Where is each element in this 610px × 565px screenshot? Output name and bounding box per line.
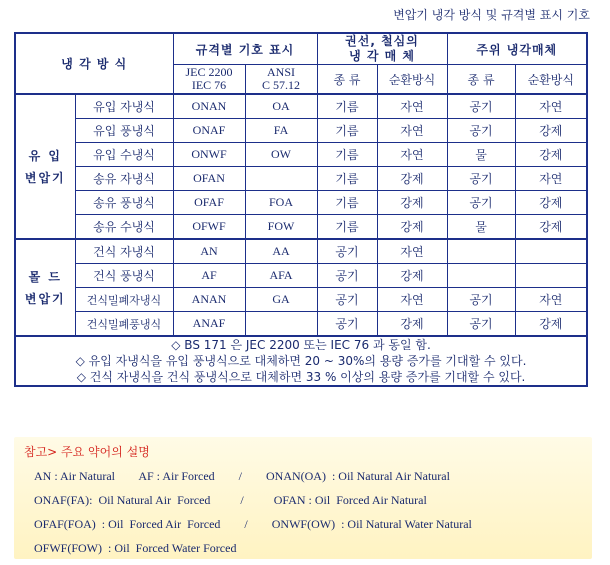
note-line: ◇ BS 171 은 JEC 2200 또는 IEC 76 과 동일 함. [171,338,431,352]
header-winding-circulation: 순환방식 [377,65,447,95]
header-standard-symbols: 규격별 기호 표시 [173,33,317,65]
row-method: 송유 자냉식 [75,167,173,191]
row-method: 유입 자냉식 [75,94,173,119]
row-method: 건식 풍냉식 [75,264,173,288]
group-molded: 몰 드 변압기 [15,239,75,336]
row-winding-circ: 자연 [377,94,447,119]
row-ambient-circ: 자연 [515,94,587,119]
row-ambient-circ: 강제 [515,191,587,215]
row-winding-type: 기름 [317,191,377,215]
row-winding-circ: 자연 [377,288,447,312]
reference-line: OFAF(FOA) : Oil Forced Air Forced / ONWF(OW) : Oil Natural Water Natural [34,517,472,531]
row-ansi: OW [245,143,317,167]
group-oil-immersed: 유 입 변압기 [15,94,75,239]
row-winding-type: 기름 [317,167,377,191]
row-winding-circ: 강제 [377,191,447,215]
row-jec: ONWF [173,143,245,167]
note-line: ◇ 유입 자냉식을 유입 풍냉식으로 대체하면 20 ~ 30%의 용량 증가를 기대할 수 있다. [75,354,527,368]
row-winding-circ: 자연 [377,143,447,167]
row-ambient-circ: 강제 [515,215,587,240]
note-line: ◇ 건식 자냉식을 건식 풍냉식으로 대체하면 33 % 이상의 용량 증가를 기대할 수 있다. [76,370,526,384]
row-jec: OFAN [173,167,245,191]
row-method: 송유 수냉식 [75,215,173,240]
row-method: 유입 풍냉식 [75,119,173,143]
row-winding-type: 공기 [317,239,377,264]
header-winding-medium: 권선, 철심의 냉 각 매 체 [317,33,447,65]
row-method: 건식밀폐풍냉식 [75,312,173,337]
row-jec: ONAN [173,94,245,119]
row-ambient-type: 공기 [447,167,515,191]
row-ansi: OA [245,94,317,119]
row-ansi: AFA [245,264,317,288]
row-ambient-type: 공기 [447,191,515,215]
reference-line: ONAF(FA): Oil Natural Air Forced / OFAN : Oil Forced Air Natural [34,493,427,507]
row-ansi: GA [245,288,317,312]
reference-title: 참고> 주요 약어의 설명 [24,445,150,459]
row-method: 유입 수냉식 [75,143,173,167]
reference-line: AN : Air Natural AF : Air Forced / ONAN(OA) : Oil Natural Air Natural [34,469,450,483]
row-ansi [245,167,317,191]
row-winding-circ: 강제 [377,312,447,337]
row-jec: OFAF [173,191,245,215]
row-ansi: FA [245,119,317,143]
abbreviation-reference-box [14,437,592,559]
row-jec: ANAF [173,312,245,337]
row-winding-circ: 강제 [377,167,447,191]
row-jec: AF [173,264,245,288]
row-winding-circ: 강제 [377,215,447,240]
cooling-method-table [14,32,588,387]
row-winding-type: 공기 [317,312,377,337]
row-ansi: AA [245,239,317,264]
row-winding-type: 기름 [317,94,377,119]
row-winding-type: 공기 [317,288,377,312]
row-winding-type: 기름 [317,143,377,167]
row-ambient-type: 물 [447,215,515,240]
row-ambient-circ: 강제 [515,143,587,167]
row-winding-type: 공기 [317,264,377,288]
row-winding-circ: 자연 [377,119,447,143]
row-ambient-type [447,264,515,288]
reference-line: OFWF(FOW) : Oil Forced Water Forced [34,541,237,555]
header-winding-type: 종 류 [317,65,377,95]
row-jec: AN [173,239,245,264]
row-ansi: FOA [245,191,317,215]
row-jec: ANAN [173,288,245,312]
row-winding-circ: 강제 [377,264,447,288]
row-jec: OFWF [173,215,245,240]
header-cooling-method: 냉 각 방 식 [15,33,173,94]
header-ambient-type: 종 류 [447,65,515,95]
row-ambient-type: 공기 [447,119,515,143]
row-method: 건식밀폐자냉식 [75,288,173,312]
row-ambient-type: 공기 [447,94,515,119]
row-method: 건식 자냉식 [75,239,173,264]
row-ambient-type: 공기 [447,312,515,337]
row-ambient-circ [515,239,587,264]
row-ambient-circ: 자연 [515,288,587,312]
header-jec-iec: JEC 2200 IEC 76 [173,65,245,95]
notes-cell [15,336,587,386]
row-ansi: FOW [245,215,317,240]
row-winding-type: 기름 [317,119,377,143]
document-title: 변압기 냉각 방식 및 규격별 표시 기호 [393,8,590,22]
row-ambient-type: 물 [447,143,515,167]
header-ansi: ANSI C 57.12 [245,65,317,95]
row-ambient-circ: 강제 [515,312,587,337]
row-ambient-type [447,239,515,264]
row-ambient-circ: 자연 [515,167,587,191]
row-winding-circ: 자연 [377,239,447,264]
row-ambient-circ [515,264,587,288]
row-jec: ONAF [173,119,245,143]
row-method: 송유 풍냉식 [75,191,173,215]
row-winding-type: 기름 [317,215,377,240]
row-ambient-type: 공기 [447,288,515,312]
row-ambient-circ: 강제 [515,119,587,143]
row-ansi [245,312,317,337]
header-ambient-circulation: 순환방식 [515,65,587,95]
header-ambient-medium: 주위 냉각매체 [447,33,587,65]
